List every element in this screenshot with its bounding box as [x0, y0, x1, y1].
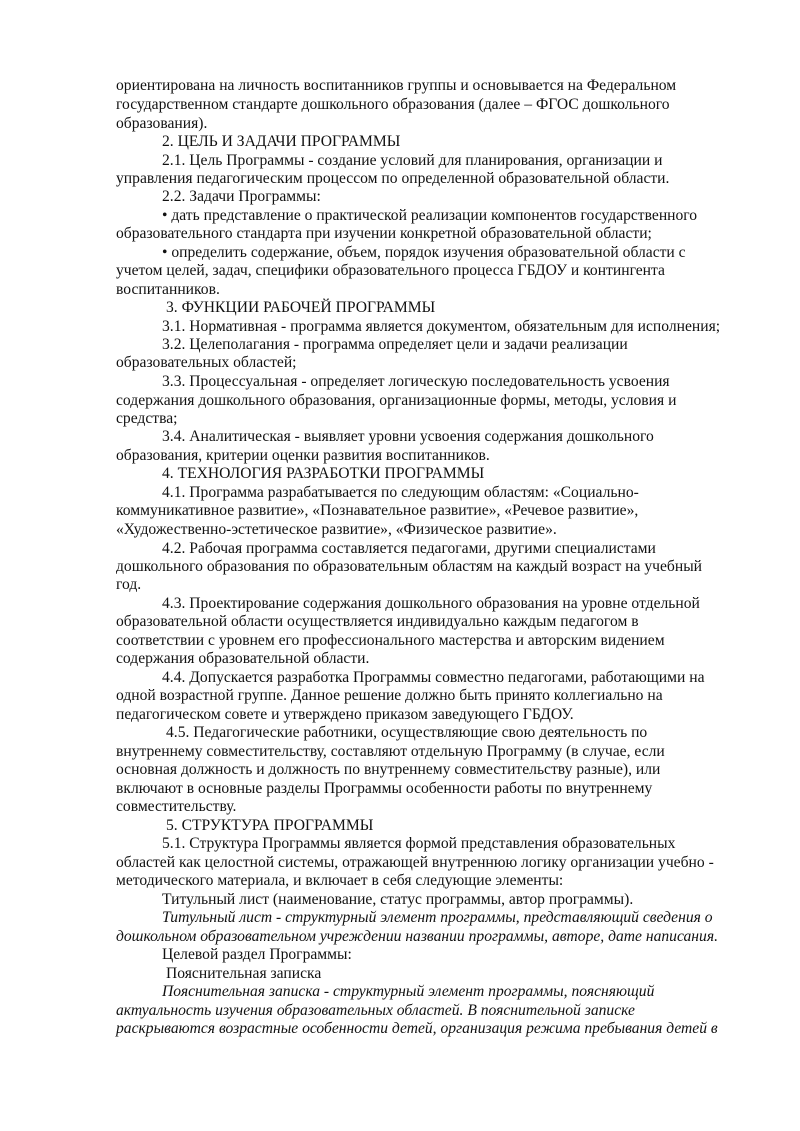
text-line: год.	[116, 576, 142, 593]
italic-text-line: дошкольном образовательном учреждении названии программы, авторе, дате написания.	[116, 928, 718, 945]
text-line: 4.3. Проектирование содержания дошкольного образования на уровне отдельной	[162, 595, 700, 612]
bullet-item: • дать представление о практической реализации компонентов государственного	[162, 207, 698, 224]
italic-text-line: Титульный лист - структурный элемент программы, представляющий сведения о	[162, 909, 713, 926]
text-line: воспитанников.	[116, 281, 220, 298]
section-heading: 5. СТРУКТУРА ПРОГРАММЫ	[166, 817, 374, 834]
text-line: коммуникативное развитие», «Познавательное развитие», «Речевое развитие»,	[116, 502, 639, 519]
section-heading: 4. ТЕХНОЛОГИЯ РАЗРАБОТКИ ПРОГРАММЫ	[162, 465, 485, 482]
text-line: включают в основные разделы Программы особенности работы по внутреннему	[116, 780, 653, 797]
text-line: государственном стандарте дошкольного образования (далее – ФГОС дошкольного	[116, 96, 670, 113]
italic-text-line: Пояснительная записка - структурный элемент программы, поясняющий	[162, 983, 655, 1000]
italic-text-line: раскрываются возрастные особенности детей, организация режима пребывания детей в	[116, 1020, 718, 1037]
text-line: образовательного стандарта при изучении конкретной образовательной области;	[116, 225, 652, 242]
text-line: 5.1. Структура Программы является формой представления образовательных	[162, 835, 676, 852]
text-line: 2.2. Задачи Программы:	[162, 188, 321, 205]
text-line: Пояснительная записка	[166, 965, 322, 982]
text-line: управления педагогическим процессом по определенной образовательной области.	[116, 170, 670, 187]
text-line: одной возрастной группе. Данное решение должно быть принято коллегиально на	[116, 687, 663, 704]
text-line: образования).	[116, 115, 208, 132]
text-line: содержания дошкольного образования, организационные формы, методы, условия и	[116, 392, 677, 409]
text-line: «Художественно-эстетическое развитие», «Физическое развитие».	[116, 521, 557, 538]
text-line: 4.2. Рабочая программа составляется педагогами, другими специалистами	[162, 540, 656, 557]
text-line: 2.1. Цель Программы - создание условий для планирования, организации и	[162, 152, 663, 169]
text-line: дошкольного образования по образовательным областям на каждый возраст на учебный	[116, 558, 703, 575]
text-line: методического материала, и включает в себя следующие элементы:	[116, 872, 564, 889]
text-line: 4.1. Программа разрабатывается по следующим областям: «Социально-	[162, 484, 639, 501]
text-line: совместительству.	[116, 798, 237, 815]
text-line: образования, критерии оценки развития воспитанников.	[116, 447, 490, 464]
text-line: образовательной области осуществляется индивидуально каждым педагогом в	[116, 613, 639, 630]
text-line: основная должность и должность по внутреннему совместительству разные), или	[116, 761, 661, 778]
text-line: 3.3. Процессуальная - определяет логическую последовательность усвоения	[162, 373, 670, 390]
section-heading: 3. ФУНКЦИИ РАБОЧЕЙ ПРОГРАММЫ	[166, 299, 436, 316]
bullet-item: • определить содержание, объем, порядок изучения образовательной области с	[162, 244, 686, 261]
text-line: Целевой раздел Программы:	[162, 946, 352, 963]
text-line: образовательных областей;	[116, 354, 297, 371]
text-line: Титульный лист (наименование, статус программы, автор программы).	[162, 891, 634, 908]
italic-text-line: актуальность изучения образовательных областей. В пояснительной записке	[116, 1002, 635, 1019]
text-line: средства;	[116, 410, 178, 427]
text-line: содержания образовательной области.	[116, 650, 370, 667]
text-line: внутреннему совместительству, составляют отдельную Программу (в случае, если	[116, 743, 665, 760]
text-line: 3.1. Нормативная - программа является документом, обязательным для исполнения;	[162, 318, 721, 335]
text-line: соответствии с уровнем его профессионального мастерства и авторским видением	[116, 632, 665, 649]
text-line: учетом целей, задач, специфики образовательного процесса ГБДОУ и контингента	[116, 262, 665, 279]
text-line: 4.4. Допускается разработка Программы совместно педагогами, работающими на	[162, 669, 705, 686]
text-line: ориентирована на личность воспитанников группы и основывается на Федеральном	[116, 77, 677, 94]
text-line: 3.4. Аналитическая - выявляет уровни усвоения содержания дошкольного	[162, 428, 654, 445]
text-line: 3.2. Целеполагания - программа определяет цели и задачи реализации	[162, 336, 628, 353]
text-line: областей как целостной системы, отражающей внутреннюю логику организации учебно -	[116, 854, 714, 871]
section-heading: 2. ЦЕЛЬ И ЗАДАЧИ ПРОГРАММЫ	[162, 133, 401, 150]
text-line: педагогическом совете и утверждено приказом заведующего ГБДОУ.	[116, 706, 574, 723]
text-line: 4.5. Педагогические работники, осуществляющие свою деятельность по	[166, 724, 648, 741]
